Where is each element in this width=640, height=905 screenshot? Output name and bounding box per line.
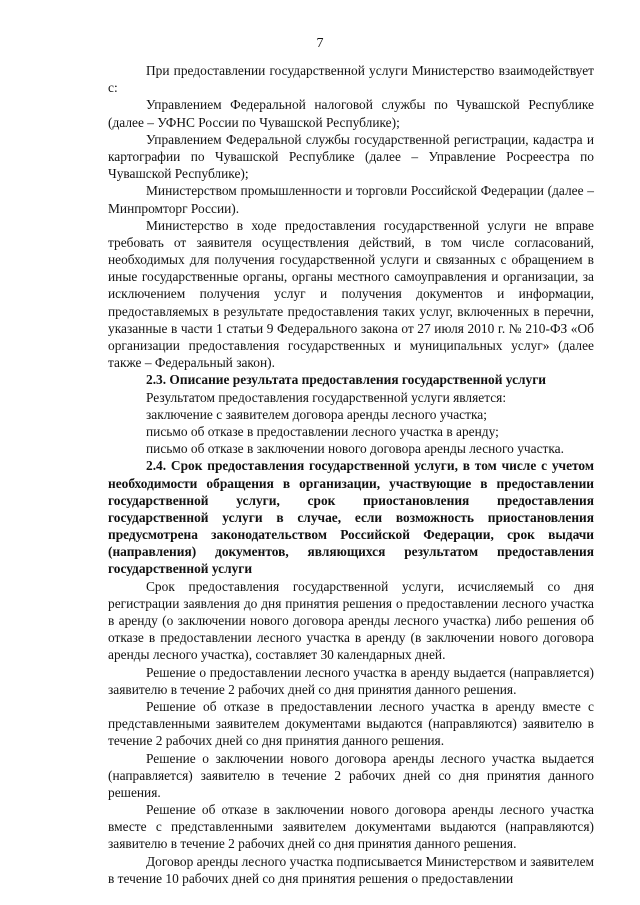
section-heading-2-3: 2.3. Описание результата предоставления государственной услуги <box>146 372 547 388</box>
paragraph-minpromtorg: Министерством промышленности и торговли Российской Федерации (далее – Минпромторг России). <box>108 183 594 216</box>
paragraph-refusal-new-contract-issued: Решение об отказе в заключении нового договора аренды лесного участка вместе с представленными заявителем документами выдаются (направляются) заявителю в течение 2 рабочих дней со дня принятия данного решения. <box>108 802 594 852</box>
list-item-result-contract: заключение с заявителем договора аренды лесного участка; <box>146 406 487 422</box>
paragraph-contract-signing: Договор аренды лесного участка подписывается Министерством и заявителем в течение 10 рабочих дней со дня принятия решения о предоставлении <box>108 853 594 886</box>
paragraph-new-contract-decision-issued: Решение о заключении нового договора аренды лесного участка выдается (направляется) заявителю в течение 2 рабочих дней со дня принятия данного решения. <box>108 750 594 800</box>
page-number: 7 <box>316 36 324 51</box>
paragraph-interaction-intro: При предоставлении государственной услуги Министерство взаимодействует с: <box>108 63 594 96</box>
paragraph-ministry-restrictions: Министерство в ходе предоставления государственной услуги не вправе требовать от заявителя осуществления действий, в том числе согласований, необходимых для получения государственной услуги и связанных с обращением в иные государственные органы, органы местного самоуправления и организации, за исключением получения услуг и получения документов и информации, предоставляемых в результате предоставления таких услуг, включенных в перечни, указанные в части 1 статьи 9 Федерального закона от 27 июля 2010 г. № 210-ФЗ «Об организации предоставления государственных и муниципальных услуг» (далее также – Федеральный закон). <box>108 217 594 371</box>
paragraph-ufns: Управлением Федеральной налоговой службы по Чувашской Республике (далее – УФНС России по Чувашской Республике); <box>108 97 594 130</box>
list-item-result-refusal-lease: письмо об отказе в предоставлении лесного участка в аренду; <box>146 423 499 439</box>
paragraph-rosreestr: Управлением Федеральной службы государственной регистрации, кадастра и картографии по Чувашской Республике (далее – Управление Росреестра по Чувашской Республике); <box>108 131 594 182</box>
paragraph-refusal-lease-issued: Решение об отказе в предоставлении лесного участка в аренду вместе с представленными заявителем документами выдаются (направляются) заявителю в течение 2 рабочих дней со дня принятия данного решения. <box>108 698 594 749</box>
document-body <box>108 62 594 887</box>
paragraph-result-intro: Результатом предоставления государственной услуги является: <box>146 389 507 405</box>
paragraph-term-30-days: Срок предоставления государственной услуги, исчисляемый со дня регистрации заявления до дня принятия решения о предоставлении лесного участка в аренду (о заключении нового договора аренды лесного участка) либо решения об отказе в предоставлении лесного участка в аренду (в заключении нового договора аренды лесного участка), составляет 30 календарных дней. <box>108 578 594 663</box>
paragraph-decision-lease-issued: Решение о предоставлении лесного участка в аренду выдается (направляется) заявителю в течение 2 рабочих дней со дня принятия данного решения. <box>108 664 594 697</box>
section-heading-2-4: 2.4. Срок предоставления государственной услуги, в том числе с учетом необходимости обращения в организации, участвующие в предоставлении государственной услуги, срок приостановления предоставления государственной услуги в случае, если возможность приостановления предусмотрена законодательством Российской Федерации, срок выдачи (направления) документов, являющихся результатом предоставления государственной услуги <box>108 458 594 577</box>
list-item-result-refusal-new-contract: письмо об отказе в заключении нового договора аренды лесного участка. <box>146 441 564 457</box>
